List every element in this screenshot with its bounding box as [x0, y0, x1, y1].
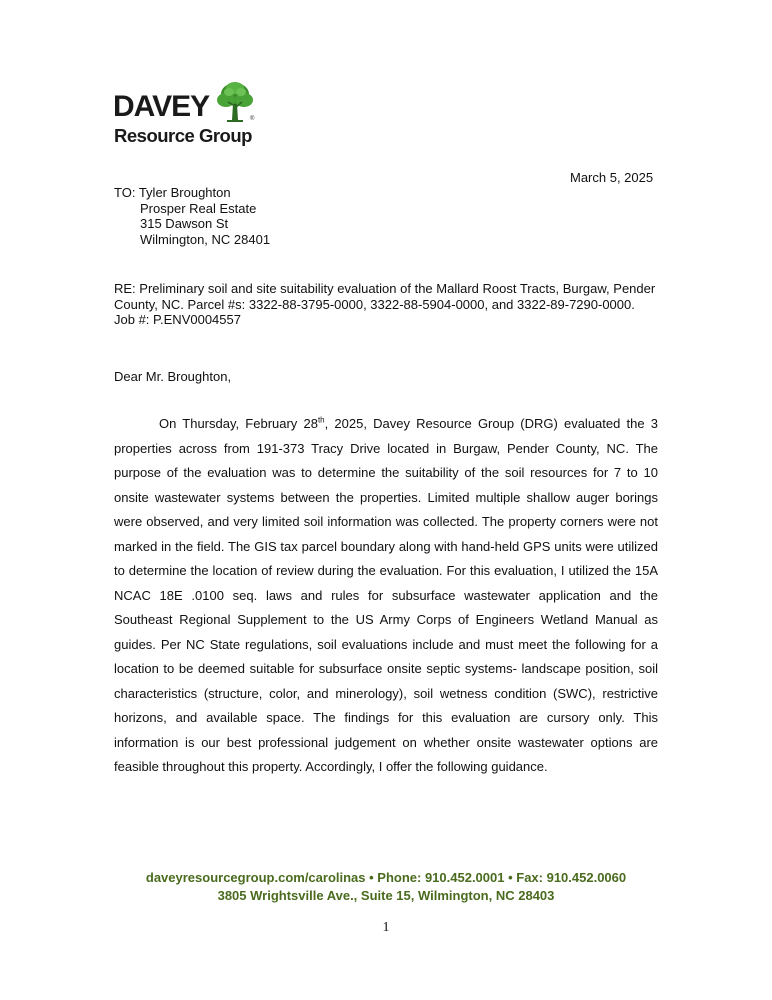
recipient-company: Prosper Real Estate: [140, 200, 257, 216]
footer-contact: [0, 869, 772, 905]
body-text-start: On Thursday, February 28: [159, 416, 318, 431]
ordinal-superscript: th: [317, 415, 325, 425]
letter-date: March 5, 2025: [570, 170, 654, 185]
footer-line-1: daveyresourcegroup.com/carolinas • Phone: 910.452.0001 • Fax: 910.452.0060: [145, 870, 627, 885]
tree-icon: [215, 80, 255, 124]
logo-brand-text: DAVEY: [113, 90, 210, 123]
body-text-rest: , 2025, Davey Resource Group (DRG) evaluated the 3 properties across from 191-373 Tracy Drive located in Burgaw, Pender County, NC. The purpose of the evaluation was to determine the suitability of the soil resources for 7 to 10 onsite wastewater systems between the properties. Limited multiple shallow auger borings were observed, and very limited soil information was collected. The property corners were not marked in the field. The GIS tax parcel boundary along with hand-held GPS units were utilized to determine the location of review during the evaluation. For this evaluation, I utilized the 15A NCAC 18E .0100 seq. laws and rules for subsurface wastewater application and the Southeast Regional Supplement to the US Army Corps of Engineers Wetland Manual as guides. Per NC State regulations, soil evaluations include and must meet the following for a location to be deemed suitable for subsurface onsite septic systems- landscape position, soil characteristics (structure, color, and minerology), soil wetness condition (SWC), restrictive horizons, and available space. The findings for this evaluation are cursory only. This information is our best professional judgement on whether onsite wastewater options are feasible throughout this property. Accordingly, I offer the following guidance.: [114, 416, 658, 774]
recipient-name-line: [114, 185, 270, 201]
davey-logo: [113, 80, 273, 150]
subject-line: RE: Preliminary soil and site suitability evaluation of the Mallard Roost Tracts, Burgaw, Pender County, NC. Parcel #s: 3322-88-3795-0000, 3322-88-5904-0000, and 3322-89-7290-0000. Job #: P.ENV0004557: [114, 281, 656, 327]
body-paragraph: [114, 412, 658, 780]
page-number: 1: [382, 920, 390, 935]
recipient-street: 315 Dawson St: [140, 216, 229, 231]
recipient-name: Tyler Broughton: [138, 185, 231, 200]
recipient-address: [114, 185, 270, 247]
footer-line-2: 3805 Wrightsville Ave., Suite 15, Wilmington, NC 28403: [217, 888, 555, 903]
to-label: TO:: [114, 185, 136, 200]
recipient-city: Wilmington, NC 28401: [140, 231, 271, 247]
logo-subtitle: Resource Group: [114, 125, 252, 146]
registered-mark: ®: [250, 116, 255, 122]
salutation: Dear Mr. Broughton,: [114, 369, 232, 384]
